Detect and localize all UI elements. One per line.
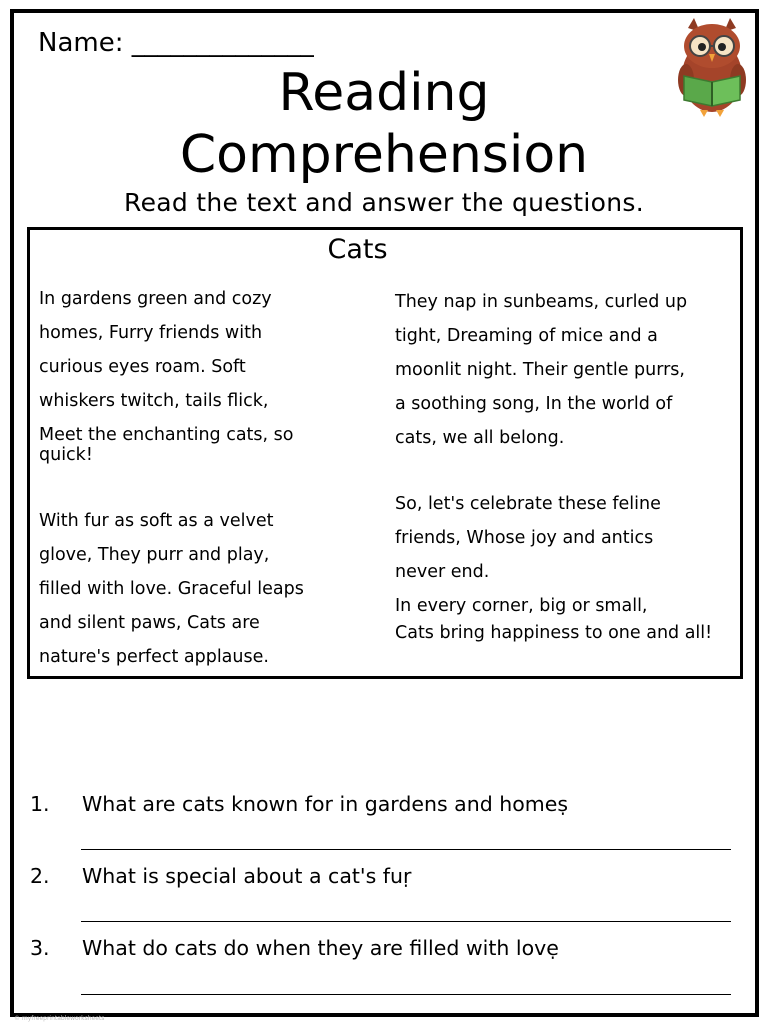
stanza-2: [39, 504, 304, 674]
stanza-line: and silent paws, Cats are: [39, 613, 260, 633]
stanza-line: In gardens green and cozy: [39, 289, 272, 309]
stanza-line: They nap in sunbeams, curled up: [395, 292, 688, 312]
stanza-line: So, let's celebrate these feline: [395, 494, 661, 514]
instructions: Read the text and answer the questions.: [124, 188, 644, 217]
stanza-line: curious eyes roam. Soft: [39, 357, 246, 377]
stanza-line: moonlit night. Their gentle purrs,: [395, 360, 685, 380]
answer-line-2[interactable]: [81, 921, 731, 922]
stanza-line: homes, Furry friends with: [39, 323, 263, 343]
name-field-label: Name: ______________: [38, 28, 314, 58]
question-number: 2.: [30, 864, 50, 888]
answer-line-3[interactable]: [81, 994, 731, 995]
stanza-line: Cats bring happiness to one and all!: [395, 623, 713, 643]
stanza-line: nature's perfect applause.: [39, 647, 269, 667]
worksheet-title-line-1: Reading: [278, 63, 490, 123]
question-text: What do cats do when they are filled with lovẹ: [82, 936, 559, 960]
question-number: 1.: [30, 792, 50, 816]
footer-credit: © myfreeprintableworksheets: [14, 1015, 105, 1022]
answer-line-1[interactable]: [81, 849, 731, 850]
stanza-line: filled with love. Graceful leaps: [39, 579, 304, 599]
stanza-line: never end.: [395, 562, 490, 582]
question-number: 3.: [30, 936, 50, 960]
stanza-line: tight, Dreaming of mice and a: [395, 326, 658, 346]
stanza-line: Meet the enchanting cats, so quick!: [39, 425, 294, 465]
question-text: What are cats known for in gardens and homeṣ: [82, 792, 569, 816]
stanza-line: With fur as soft as a velvet: [39, 511, 274, 531]
stanza-line: cats, we all belong.: [395, 428, 565, 448]
stanza-line: a soothing song, In the world of: [395, 394, 673, 414]
poem-title: Cats: [327, 234, 388, 265]
worksheet-title-line-2: Comprehension: [179, 125, 589, 185]
stanza-1: [39, 282, 339, 465]
stanza-line: whiskers twitch, tails flick,: [39, 391, 269, 411]
poem-box: [27, 227, 743, 679]
stanza-line: In every corner, big or small,: [395, 596, 648, 616]
stanza-4: [395, 487, 725, 643]
stanza-line: glove, They purr and play,: [39, 545, 270, 565]
stanza-3: [395, 285, 687, 455]
question-text: What is special about a cat's fuṛ: [82, 864, 412, 888]
stanza-line: friends, Whose joy and antics: [395, 528, 654, 548]
